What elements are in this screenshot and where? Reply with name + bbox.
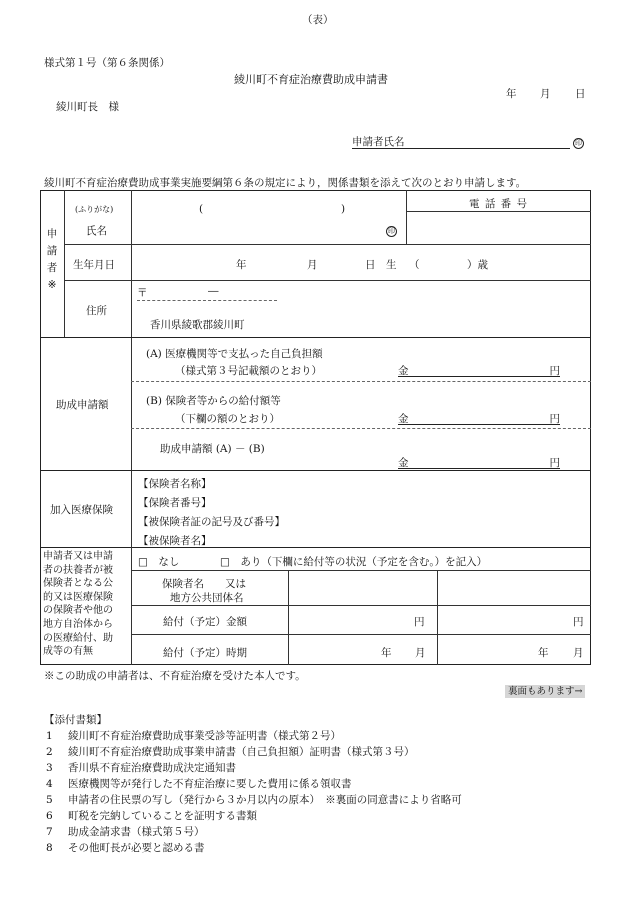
subsidy-a-line2: （様式第３号記載額のとおり）	[175, 365, 322, 377]
yen-a: 円	[549, 365, 560, 377]
date-day: 日	[575, 88, 586, 100]
attachment-item: 4 医療機関等が発行した不育症治療に要した費用に係る領収書	[46, 778, 352, 790]
birth-sei: 生	[386, 259, 397, 271]
addressee: 綾川町長 様	[56, 101, 119, 113]
form-title: 綾川町不育症治療費助成申請書	[234, 73, 388, 86]
phone-label: 電 話 番 号	[469, 198, 529, 210]
attachment-item: 3 香川県不育症治療費助成決定通知書	[46, 762, 236, 774]
furigana-label: (ふりがな)	[75, 205, 114, 214]
birth-input[interactable]	[140, 248, 586, 276]
name-input[interactable]	[140, 216, 382, 238]
reverse-note: 裏面もあります→	[505, 683, 585, 697]
date-month: 月	[540, 88, 551, 100]
subsidy-a-line1: (A) 医療機関等で支払った自己負担額	[146, 348, 323, 360]
insured-name-field[interactable]: 【被保険者名】	[138, 535, 212, 547]
name-seal	[386, 224, 397, 237]
seal-icon: 印	[575, 139, 582, 147]
seal-icon: 印	[388, 227, 395, 235]
benefit-label: 申請者又は申請 者の扶養者が被 保険者となる公 的又は医療保険 の保険者や他の 地方自治体から の医療給付、助 成等の有無	[43, 551, 113, 658]
furigana-paren-close: )	[341, 203, 346, 215]
birth-year: 年	[236, 259, 247, 271]
address-value: 香川県綾歌郡綾川町	[150, 319, 245, 331]
attachment-item: 1 綾川町不育症治療費助成事業受診等証明書（様式第２号）	[46, 730, 341, 742]
amount-yen-2: 円	[573, 616, 584, 628]
age-close: ）歳	[467, 259, 488, 271]
subsidy-c-line: 助成申請額 (A) － (B)	[160, 443, 265, 455]
insurance-number-field[interactable]: 【保険者番号】	[138, 497, 212, 509]
insurer-input-1[interactable]	[292, 574, 433, 602]
yen-c: 円	[549, 457, 560, 469]
birth-day: 日	[365, 259, 376, 271]
postal-input[interactable]	[150, 288, 270, 300]
furigana-input[interactable]	[140, 196, 402, 212]
postal-dash: ―	[208, 285, 219, 297]
benefit-none-checkbox[interactable]: □ なし	[138, 556, 180, 568]
insurer-label-1: 保険者名 又は	[162, 578, 246, 590]
date-year: 年	[506, 88, 517, 100]
phone-input[interactable]	[410, 214, 586, 241]
birth-label: 生年月日	[73, 259, 115, 271]
applicant-side-label: 申 請 者 ※	[46, 228, 58, 291]
period-year-2: 年	[538, 647, 549, 659]
form-number: 様式第１号（第６条関係）	[44, 57, 170, 69]
kin-c: 金	[398, 457, 409, 469]
period-month-2: 月	[573, 647, 584, 659]
address-label: 住所	[86, 305, 107, 317]
age-open: （	[409, 259, 420, 271]
postal-mark: 〒	[137, 287, 148, 299]
attachment-item: 5 申請者の住民票の写し（発行から３か月以内の原本） ※裏面の同意書により省略可	[46, 794, 462, 806]
subsidy-b-line2: （下欄の額のとおり）	[175, 413, 280, 425]
attachment-item: 2 綾川町不育症治療費助成事業申請書（自己負担額）証明書（様式第３号）	[46, 746, 415, 758]
kin-a: 金	[398, 365, 409, 377]
applicant-seal	[573, 136, 584, 149]
period-label: 給付（予定）時期	[163, 647, 247, 659]
applicant-name-line[interactable]	[352, 134, 570, 149]
yen-b: 円	[549, 413, 560, 425]
furigana-paren-open: (	[199, 203, 204, 215]
subsidy-b-line1: (B) 保険者等からの給付額等	[146, 395, 281, 407]
name-label: 氏名	[86, 225, 107, 237]
subsidy-label: 助成申請額	[56, 399, 109, 411]
insurer-input-2[interactable]	[441, 574, 587, 602]
insurance-label: 加入医療保険	[50, 504, 113, 516]
subsidy-a-amount[interactable]	[398, 363, 560, 377]
subsidy-c-amount[interactable]	[398, 455, 560, 469]
period-month-1: 月	[415, 647, 426, 659]
page-side-mark: （表）	[302, 14, 334, 26]
kin-b: 金	[398, 413, 409, 425]
birth-month: 月	[307, 259, 318, 271]
applicant-name-label: 申請者氏名	[352, 136, 405, 148]
benefit-yes-checkbox[interactable]: □ あり（下欄に給付等の状況（予定を含む。）を記入）	[220, 556, 488, 568]
insurance-name-field[interactable]: 【保険者名称】	[138, 478, 212, 490]
insurance-card-field[interactable]: 【被保険者証の記号及び番号】	[138, 516, 285, 528]
attachment-item: 8 その他町長が必要と認める書	[46, 842, 205, 854]
amount-yen-1: 円	[414, 616, 425, 628]
insurer-label-2: 地方公共団体名	[170, 592, 244, 604]
attachment-item: 7 助成金請求書（様式第５号）	[46, 826, 205, 838]
footnote: ※この助成の申請者は、不育症治療を受けた本人です。	[44, 670, 306, 682]
intro-text: 綾川町不育症治療費助成事業実施要綱第６条の規定により，関係書類を添えて次のとおり申請します。	[44, 177, 527, 189]
period-year-1: 年	[381, 647, 392, 659]
amount-label: 給付（予定）金額	[163, 616, 247, 628]
attachments-title: 【添付書類】	[44, 714, 107, 726]
subsidy-b-amount[interactable]	[398, 411, 560, 425]
attachment-item: 6 町税を完納していることを証明する書類	[46, 810, 257, 822]
